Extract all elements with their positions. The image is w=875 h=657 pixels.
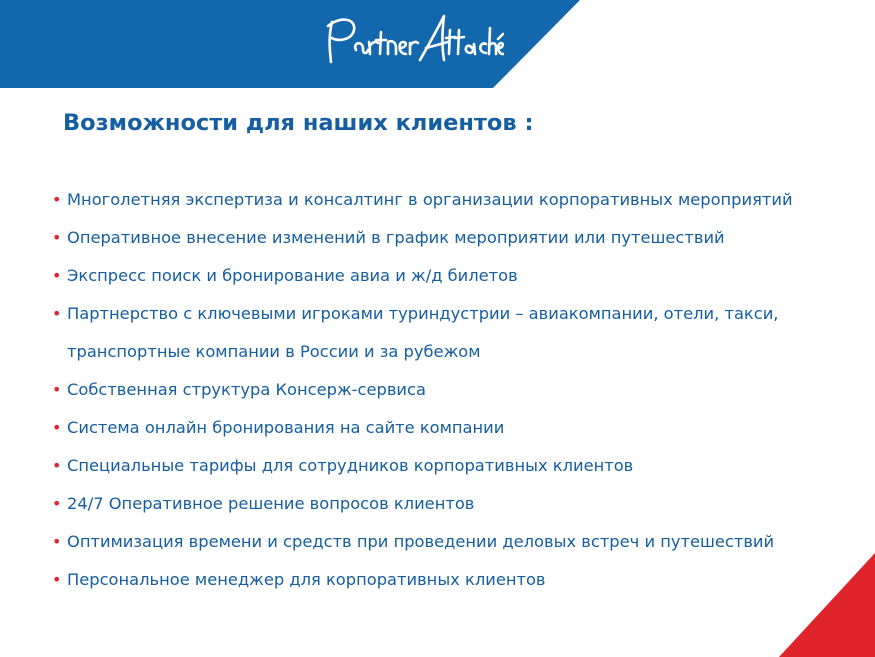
bullet-dot-icon: • — [52, 494, 62, 513]
list-item-text: Оптимизация времени и средств при проведении деловых встреч и путешествий — [67, 532, 775, 551]
list-item-text: Оперативное внесение изменений в график мероприятии или путешествий — [67, 228, 725, 247]
list-item — [52, 409, 842, 447]
partner-attache-logo — [322, 8, 504, 70]
bullet-dot-icon: • — [52, 532, 62, 551]
list-item-text: Партнерство с ключевыми игроками туриндустрии – авиакомпании, отели, такси, — [67, 304, 779, 323]
bullet-dot-icon: • — [52, 228, 62, 247]
list-item-text: Собственная структура Консерж-сервиса — [67, 380, 426, 399]
bullet-dot-icon: • — [52, 570, 62, 589]
logo-signature — [322, 8, 504, 70]
list-item — [52, 561, 842, 599]
list-item — [52, 219, 842, 257]
list-item-text: Специальные тарифы для сотрудников корпоративных клиентов — [67, 456, 634, 475]
list-item — [52, 447, 842, 485]
list-item-text: Многолетняя экспертиза и консалтинг в организации корпоративных мероприятий — [67, 190, 793, 209]
list-item — [52, 295, 842, 371]
bullet-dot-icon: • — [52, 190, 62, 209]
list-item — [52, 181, 842, 219]
list-item — [52, 485, 842, 523]
bullet-dot-icon: • — [52, 266, 62, 285]
bullet-dot-icon: • — [52, 456, 62, 475]
page-title: Возможности для наших клиентов : — [63, 110, 534, 136]
features-list — [52, 181, 842, 599]
list-item — [52, 257, 842, 295]
list-item — [52, 371, 842, 409]
list-item-text: 24/7 Оперативное решение вопросов клиентов — [67, 494, 475, 513]
list-item — [52, 523, 842, 561]
list-item-text: Экспресс поиск и бронирование авиа и ж/д билетов — [67, 266, 518, 285]
bullet-dot-icon: • — [52, 380, 62, 399]
bullet-dot-icon: • — [52, 304, 62, 323]
bullet-dot-icon: • — [52, 418, 62, 437]
list-item-text: Система онлайн бронирования на сайте компании — [67, 418, 505, 437]
list-item-text: Персональное менеджер для корпоративных клиентов — [67, 570, 546, 589]
corner-accent — [779, 553, 875, 657]
list-item-continuation: транспортные компании в России и за рубежом — [67, 342, 481, 361]
corner-accent-shape — [779, 553, 875, 657]
